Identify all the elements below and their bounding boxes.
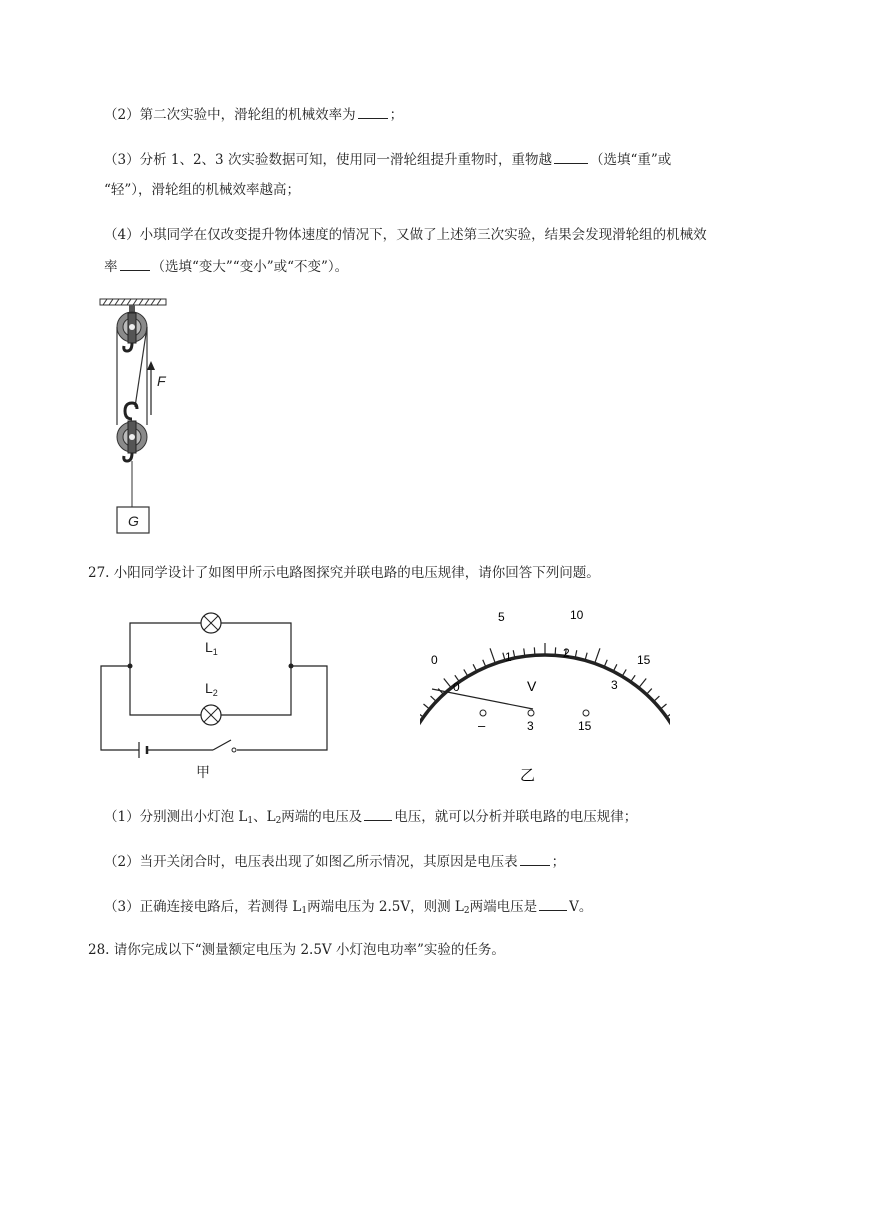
circuit-diagram [95,605,340,785]
force-label: F [157,373,166,389]
answer-blank[interactable] [358,104,388,119]
meter-pointer [432,689,533,709]
svg-text:3: 3 [527,719,534,733]
q27-part2: （2）当开关闭合时，电压表出现了如图乙所示情况，其原因是电压表 ； [104,851,565,872]
answer-blank[interactable] [554,149,588,164]
answer-blank[interactable] [120,256,150,271]
figure-caption-yi: 乙 [520,767,536,784]
svg-text:10: 10 [570,608,584,622]
weight-label: G [128,513,139,529]
svg-text:0: 0 [453,680,460,694]
lamp-l2-icon [201,705,221,725]
figure-caption-jia: 甲 [196,764,210,780]
svg-text:3: 3 [611,678,618,692]
q26-part4-cont: 率 （选填“变大”“变小”或“不变”）。 [104,256,348,277]
voltmeter-figure [420,600,670,790]
pulley-figure [95,295,185,540]
svg-text:0: 0 [431,653,438,667]
scale-tick [444,679,451,688]
q27-stem: 27. 小阳同学设计了如图甲所示电路图探究并联电路的电压规律，请你回答下列问题。 [88,565,600,581]
q27-part3: （3）正确连接电路后，若测得 $L_1$两端电压为 2.5V，则测 $L_2$两端电压是 V。 [104,896,592,921]
answer-blank[interactable] [520,851,550,866]
q26-part3-cont: “轻”），滑轮组的机械效率越高； [104,182,301,198]
q26-part3: （3）分析 1、2、3 次实验数据可知，使用同一滑轮组提升重物时，重物越 （选填“重”或 [104,149,671,170]
q28-stem: 28. 请你完成以下“测量额定电压为 2.5V 小灯泡电功率”实验的任务。 [88,942,505,958]
svg-text:L2: $L_2$ [205,680,218,698]
svg-text:L1: $L_1$ [205,639,218,657]
svg-text:2: 2 [563,646,570,660]
unit-label: V [527,678,537,694]
scale-tick [595,648,600,663]
q26-part4: （4）小琪同学在仅改变提升物体速度的情况下，又做了上述第三次实验，结果会发现滑轮组的机械效 [104,227,707,243]
scale-tick [490,648,495,663]
lamp-l1-icon [201,613,221,633]
svg-text:5: 5 [498,610,505,624]
answer-blank[interactable] [539,896,567,911]
q27-part1: （1）分别测出小灯泡 $L_1$、$L_2$两端的电压及 电压，就可以分析并联电路的电压规律； [104,806,637,831]
svg-text:15: 15 [637,653,651,667]
svg-text:–: – [478,718,486,733]
scale-tick [639,679,646,688]
answer-blank[interactable] [364,806,392,821]
svg-text:1: 1 [505,650,512,664]
q26-part2: （2）第二次实验中，滑轮组的机械效率为 ； [104,104,403,125]
svg-text:15: 15 [578,719,592,733]
